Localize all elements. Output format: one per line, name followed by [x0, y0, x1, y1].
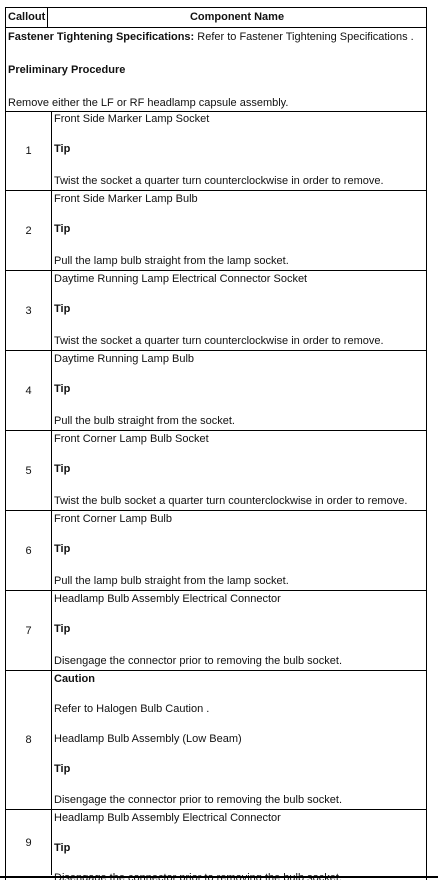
table-row: [5, 191, 427, 271]
fastener-spec-text: Refer to Fastener Tightening Specifications .: [194, 31, 414, 43]
table-row: [5, 351, 427, 431]
caution-label: Caution: [54, 673, 95, 685]
preliminary-procedure-title: Preliminary Procedure: [8, 64, 126, 76]
table-header: [5, 7, 427, 28]
table-row: [5, 271, 427, 351]
component-name: Front Side Marker Lamp Socket: [54, 113, 210, 125]
callout-number: 8: [6, 671, 52, 809]
tip-text: Disengage the connector prior to removing the bulb socket.: [54, 794, 342, 806]
component-name: Front Side Marker Lamp Bulb: [54, 193, 198, 205]
component-name-column-header: Component Name: [189, 11, 285, 23]
tip-label: Tip: [54, 303, 71, 315]
table-row: [5, 810, 427, 880]
callout-number: 7: [6, 591, 52, 670]
component-name: Front Corner Lamp Bulb Socket: [54, 433, 209, 445]
callout-number: 4: [6, 351, 52, 430]
callout-number: 6: [6, 511, 52, 590]
tip-label: Tip: [54, 463, 71, 475]
table-row: [5, 511, 427, 591]
table-row: [5, 591, 427, 671]
component-name: Headlamp Bulb Assembly (Low Beam): [54, 733, 242, 745]
callout-column-header: Callout: [6, 8, 48, 27]
component-name: Daytime Running Lamp Bulb: [54, 353, 195, 365]
tip-label: Tip: [54, 383, 71, 395]
fastener-spec-label: Fastener Tightening Specifications:: [8, 31, 195, 43]
callout-number: 9: [6, 810, 52, 875]
tip-text: Twist the bulb socket a quarter turn counterclockwise in order to remove.: [54, 495, 408, 507]
tip-label: Tip: [54, 842, 71, 854]
component-name: Headlamp Bulb Assembly Electrical Connector: [54, 593, 281, 605]
component-name: Front Corner Lamp Bulb: [54, 513, 172, 525]
caution-text: Refer to Halogen Bulb Caution .: [54, 703, 210, 715]
component-name: Daytime Running Lamp Electrical Connector Socket: [54, 273, 308, 285]
intro-section: [5, 27, 427, 112]
preliminary-procedure-text: Remove either the LF or RF headlamp capsule assembly.: [8, 97, 289, 109]
fastener-spec-line: [8, 31, 414, 43]
page-bottom-border: [0, 876, 438, 878]
callout-number: 5: [6, 431, 52, 510]
table-row: [5, 111, 427, 191]
callout-number: 2: [6, 191, 52, 270]
callout-number: 1: [6, 111, 52, 190]
tip-label: Tip: [54, 223, 71, 235]
tip-text: Disengage the connector prior to removing the bulb socket.: [54, 655, 342, 667]
tip-label: Tip: [54, 623, 71, 635]
table-row: [5, 671, 427, 810]
tip-text: Pull the lamp bulb straight from the lamp socket.: [54, 575, 289, 587]
tip-text: Pull the lamp bulb straight from the lamp socket.: [54, 255, 289, 267]
specification-table: [5, 7, 427, 880]
tip-label: Tip: [54, 543, 71, 555]
component-name: Headlamp Bulb Assembly Electrical Connector: [54, 812, 281, 824]
tip-label: Tip: [54, 763, 71, 775]
tip-label: Tip: [54, 143, 71, 155]
tip-text: Twist the socket a quarter turn counterclockwise in order to remove.: [54, 175, 384, 187]
callout-number: 3: [6, 271, 52, 350]
table-row: [5, 431, 427, 511]
tip-text: Twist the socket a quarter turn counterclockwise in order to remove.: [54, 335, 384, 347]
tip-text: Pull the bulb straight from the socket.: [54, 415, 235, 427]
